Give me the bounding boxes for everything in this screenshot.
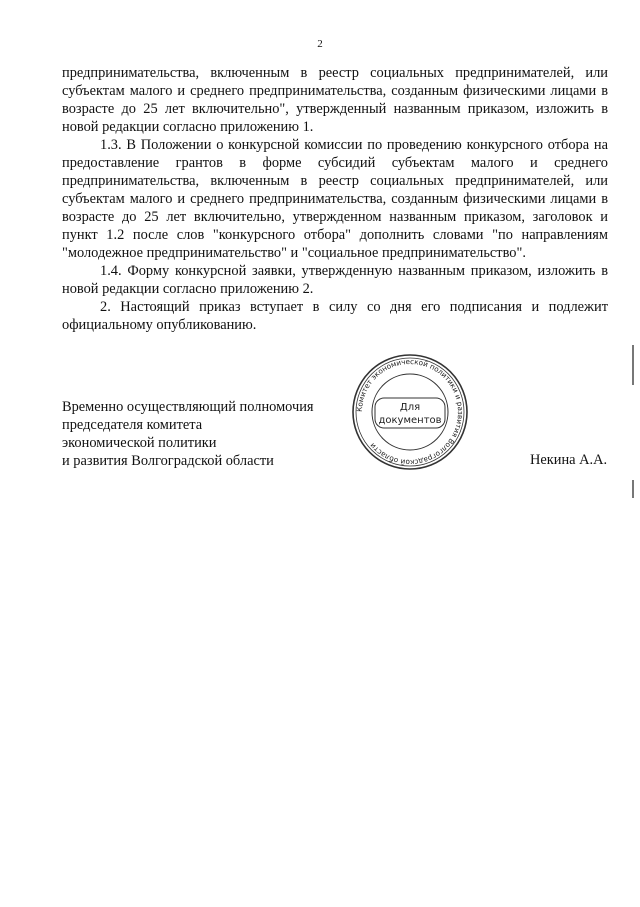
signatory-title-line: и развития Волгоградской области xyxy=(62,453,274,469)
stamp-center-line2: документов xyxy=(378,415,442,426)
paragraph-1-3: 1.3. В Положении о конкурсной комиссии по проведению конкурсного отбора на предоставление грантов в форме субсидий субъектам малого и среднего предпринимательства, включенным в реестр социальных предпринимателей, или субъектам малого и среднего предпринимательства, созданным физическими лицами в возрасте до 25 лет включительно, утвержденном названным приказом, заголовок и пункт 1.2 после слов "конкурсного отбора" дополнить словами "по направлениям "молодежное предпринимательство" и "социальное предпринимательство". xyxy=(62,137,608,261)
scan-edge-mark xyxy=(632,480,634,498)
signatory-title-line: председателя комитета xyxy=(62,417,203,433)
stamp-center-line1: Для xyxy=(399,402,421,413)
paragraph-2: 2. Настоящий приказ вступает в силу со дня его подписания и подлежит официальному опубликованию. xyxy=(62,299,608,333)
official-stamp xyxy=(350,352,470,472)
signatory-title xyxy=(62,398,314,470)
page-number: 2 xyxy=(317,38,323,50)
document-body xyxy=(62,64,608,334)
scan-edge-mark xyxy=(632,345,634,385)
signatory-title-line: экономической политики xyxy=(62,435,217,451)
stamp-ring-text: Комитет экономической политики и развития Волгоградской области xyxy=(354,356,466,468)
signatory-title-line: Временно осуществляющий полномочия xyxy=(62,399,314,415)
paragraph-1-4: 1.4. Форму конкурсной заявки, утвержденную названным приказом, изложить в новой редакции согласно приложению 2. xyxy=(62,263,608,297)
signer-name: Некина А.А. xyxy=(530,452,608,468)
paragraph-continuation: предпринимательства, включенным в реестр социальных предпринимателей, или субъектам малого и среднего предпринимательства, созданным физическими лицами в возрасте до 25 лет включительно", утвержденный названным приказом, изложить в новой редакции согласно приложению 1. xyxy=(62,65,608,135)
